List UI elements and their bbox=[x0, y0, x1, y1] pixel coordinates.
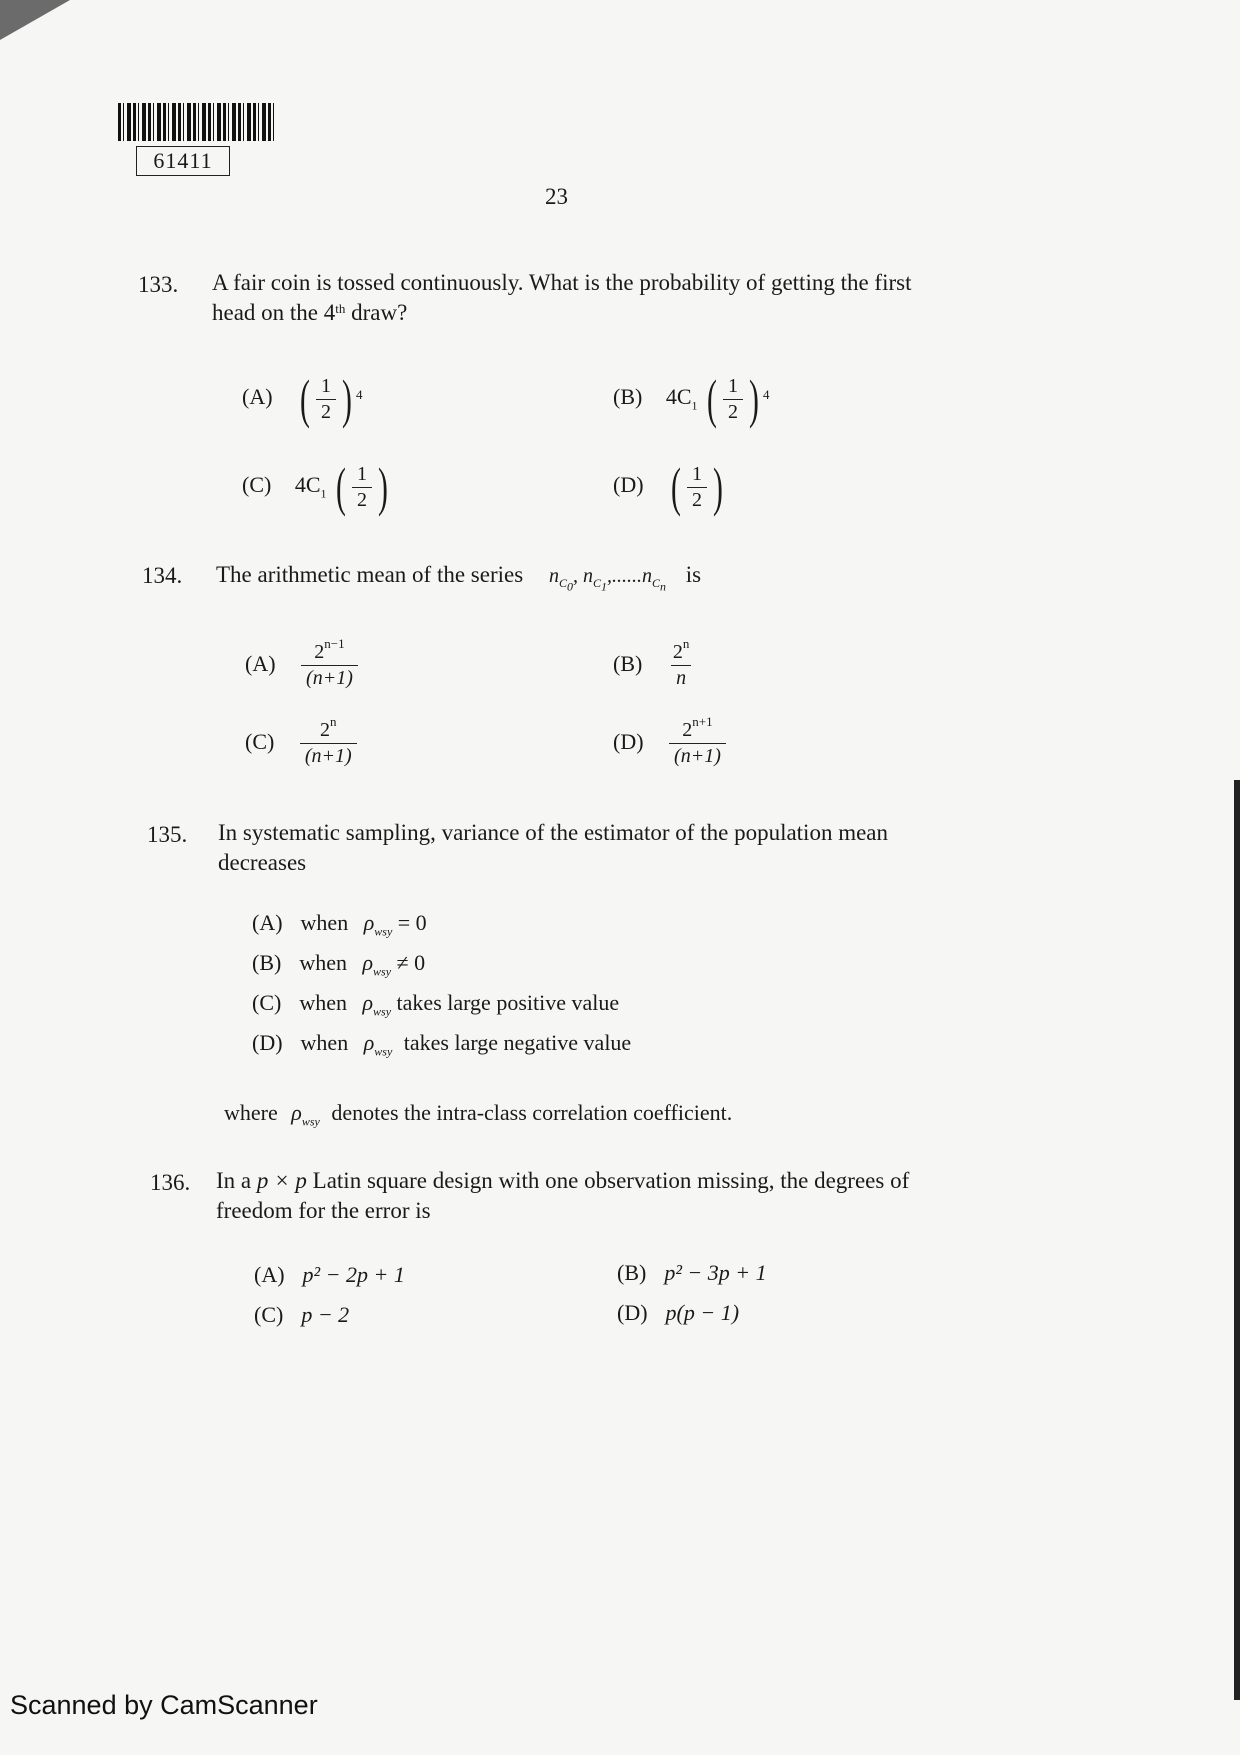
option-c: (C) $4C_1$ ( $\frac{1}{2}$ ) bbox=[242, 460, 392, 514]
option-c: (C) when $\rho_{wsy}$ takes large positive value bbox=[252, 990, 620, 1019]
question-stem bbox=[216, 1166, 986, 1226]
fraction-power: ( $\frac{1}{2}$ ) $^4$ bbox=[707, 369, 770, 429]
fraction: $\frac{2^{n+1}}{(n+1)}$ bbox=[669, 718, 726, 769]
option-a: (A) ( $\frac{1}{2}$ ) $^4$ bbox=[242, 369, 363, 429]
fraction: $\frac{2^n}{(n+1)}$ bbox=[300, 718, 357, 769]
option-a: (A) when $\rho_{wsy} = 0$ bbox=[252, 910, 427, 939]
scanner-watermark: Scanned by CamScanner bbox=[10, 1690, 318, 1720]
question-stem: The arithmetic mean of the series $n_{C_0}$, $n_{C_1},......n_{C_n}$ is bbox=[216, 562, 702, 594]
option-b: (B) $4C_1$ ( $\frac{1}{2}$ ) $^4$ bbox=[613, 369, 770, 429]
page-number: 23 bbox=[545, 184, 568, 209]
series-expression: $n_{C_0}$, $n_{C_1},......n_{C_n}$ bbox=[548, 565, 666, 594]
question-number: 136. bbox=[150, 1170, 191, 1195]
stem-line-2: head on the 4th draw? bbox=[212, 300, 408, 325]
option-c: (C) p − 2 bbox=[254, 1302, 350, 1327]
question-number: 134. bbox=[142, 563, 183, 588]
fraction: $\frac{2^n}{n}$ bbox=[672, 636, 690, 689]
paper-code: 61411 bbox=[136, 146, 230, 176]
option-b: (B) when $\rho_{wsy} \ne 0$ bbox=[252, 950, 426, 979]
option-c: (C) $\frac{2^n}{(n+1)}$ bbox=[245, 718, 359, 769]
question-stem bbox=[212, 268, 982, 328]
stem-line-1: In a p × p Latin square design with one observation missing, the degrees of bbox=[216, 1168, 910, 1193]
question-stem bbox=[218, 818, 978, 878]
definition-note: where $\rho_{wsy}$ denotes the intra-class correlation coefficient. bbox=[224, 1100, 733, 1129]
stem-line-1: A fair coin is tossed continuously. What is the probability of getting the first bbox=[212, 270, 912, 295]
option-d: (D) when $\rho_{wsy}$ takes large negative value bbox=[252, 1030, 632, 1059]
stem-line-2: decreases bbox=[218, 850, 307, 875]
option-b: (B) p² − 3p + 1 bbox=[617, 1260, 767, 1285]
question-number: 133. bbox=[138, 272, 179, 297]
scan-corner-shadow bbox=[0, 0, 70, 40]
fraction: ( $\frac{1}{2}$ ) bbox=[336, 457, 388, 517]
option-d: (D) ( $\frac{1}{2}$ ) bbox=[613, 460, 727, 514]
option-d: (D) p(p − 1) bbox=[617, 1300, 740, 1325]
option-b: (B) $\frac{2^n}{n}$ bbox=[613, 640, 696, 691]
option-a: (A) p² − 2p + 1 bbox=[254, 1262, 405, 1287]
option-d: (D) $\frac{2^{n+1}}{(n+1)}$ bbox=[613, 718, 728, 769]
fraction: ( $\frac{1}{2}$ ) bbox=[671, 457, 723, 517]
fraction: $\frac{2^{n-1}}{(n+1)}$ bbox=[301, 640, 358, 691]
barcode-image bbox=[118, 103, 274, 141]
option-a: (A) $\frac{2^{n-1}}{(n+1)}$ bbox=[245, 640, 360, 691]
stem-line-2: freedom for the error is bbox=[216, 1198, 431, 1223]
question-number: 135. bbox=[147, 822, 188, 847]
scan-edge-shadow bbox=[1234, 780, 1240, 1700]
stem-line-1: In systematic sampling, variance of the estimator of the population mean bbox=[218, 820, 888, 845]
fraction-power: ( $\frac{1}{2}$ ) $^4$ bbox=[300, 369, 363, 429]
